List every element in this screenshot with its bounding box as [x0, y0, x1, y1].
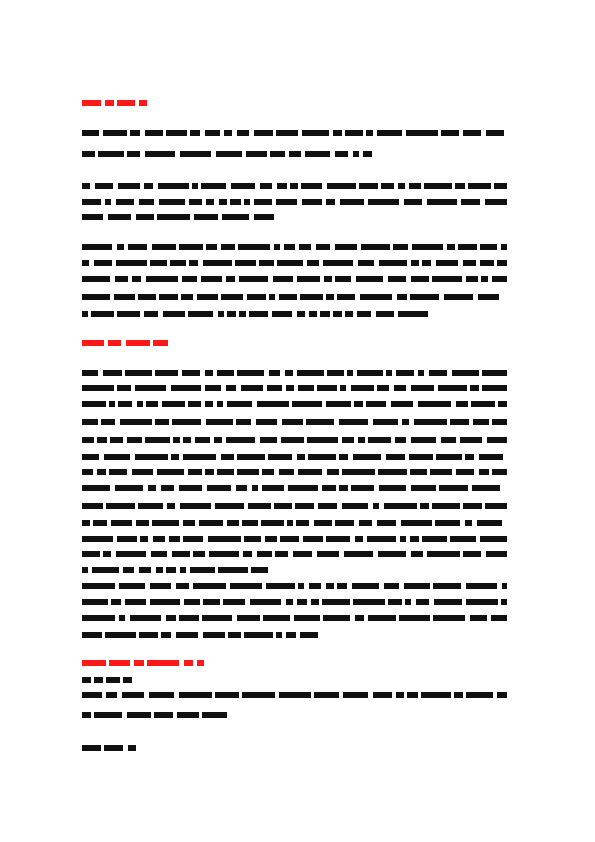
body-text-line [82, 485, 507, 491]
body-text-line [82, 199, 507, 205]
section-3-heading [82, 660, 204, 666]
body-text-line [82, 599, 507, 605]
body-text-line [82, 454, 507, 460]
body-text-line [82, 130, 507, 136]
body-text-line [82, 745, 136, 751]
body-text-line [82, 551, 507, 557]
section-2-heading [82, 340, 168, 346]
section-1-heading [82, 100, 150, 106]
body-text-line [82, 370, 507, 376]
body-text-line [82, 385, 507, 391]
body-text-line [82, 151, 372, 157]
body-text-line [82, 419, 507, 425]
body-text-line [82, 294, 507, 300]
body-text-line [82, 615, 507, 621]
body-text-line [82, 692, 507, 698]
body-text-line [82, 437, 507, 443]
body-text-line [82, 520, 507, 526]
body-text-line [82, 469, 507, 475]
body-text-line [82, 583, 507, 589]
body-text-line [82, 183, 507, 189]
body-text-line [82, 276, 507, 282]
body-text-line [82, 401, 507, 407]
body-text-line [82, 536, 507, 542]
body-text-line [82, 214, 282, 220]
body-text-line [82, 503, 507, 509]
body-text-line [82, 632, 318, 638]
body-text-line [82, 567, 268, 573]
body-text-line [82, 244, 507, 250]
body-text-line [82, 260, 507, 266]
body-text-line [82, 311, 434, 317]
body-text-line [82, 677, 132, 683]
body-text-line [82, 712, 232, 718]
